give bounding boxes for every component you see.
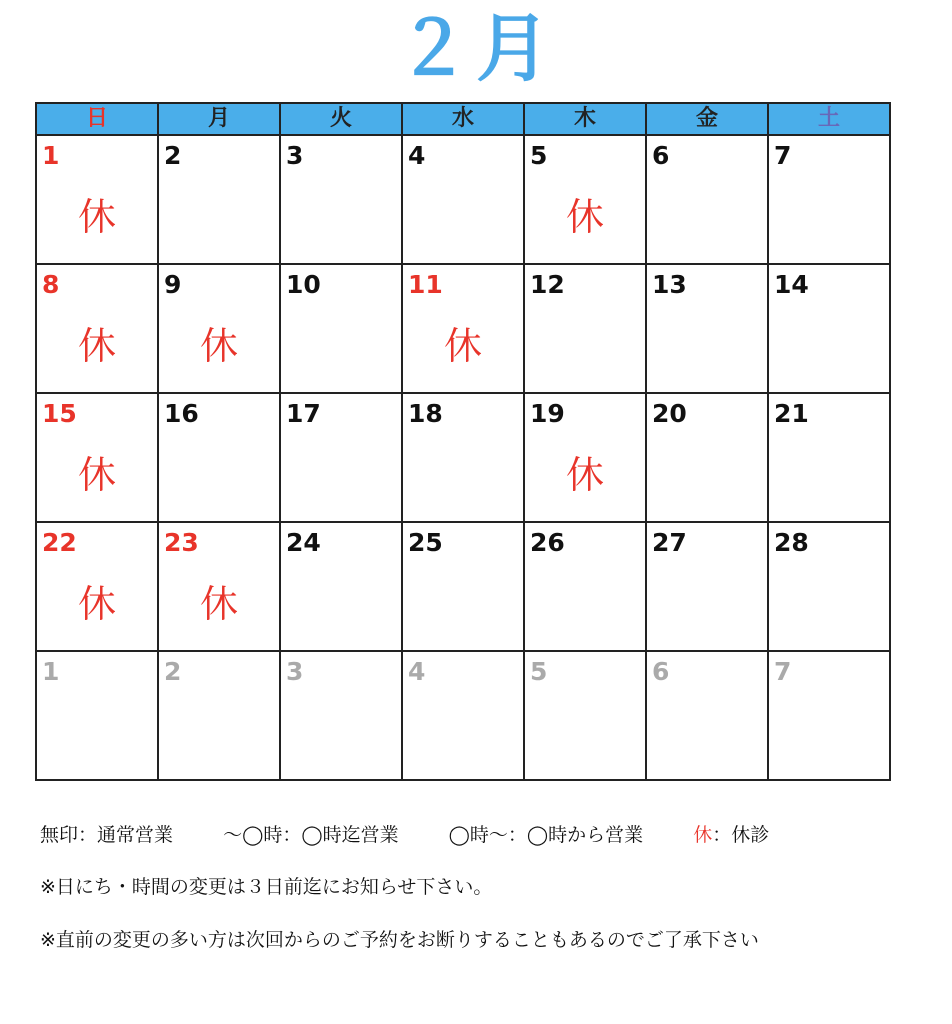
calendar-day-cell [646, 651, 768, 780]
calendar-day-cell [280, 651, 402, 780]
day-number: 21 [774, 399, 809, 428]
day-number: 1 [42, 141, 60, 170]
calendar-day-cell [158, 651, 280, 780]
calendar-grid [35, 102, 891, 781]
calendar-day-cell [524, 135, 646, 264]
weekday-tuesday: 火 [280, 103, 402, 135]
calendar-week-row [36, 393, 890, 522]
day-number: 3 [286, 141, 304, 170]
calendar-day-cell [768, 393, 890, 522]
legend-until: ～◯時：◯時迄営業 [223, 824, 399, 846]
calendar-day-cell [158, 393, 280, 522]
calendar-day-cell [402, 651, 524, 780]
calendar-day-cell [36, 135, 158, 264]
calendar-day-cell [280, 522, 402, 651]
calendar-day-cell [402, 393, 524, 522]
legend-closed [693, 824, 769, 846]
day-number: 22 [42, 528, 77, 557]
calendar-day-cell [36, 264, 158, 393]
calendar-day-cell [36, 651, 158, 780]
closed-marker: 休 [565, 195, 604, 239]
day-number: 8 [42, 270, 60, 299]
calendar-week-row [36, 264, 890, 393]
calendar-day-cell [768, 522, 890, 651]
day-number: 6 [652, 141, 670, 170]
calendar-day-cell [36, 522, 158, 651]
weekday-friday: 金 [646, 103, 768, 135]
closed-marker: 休 [443, 324, 482, 368]
calendar-day-cell [158, 264, 280, 393]
day-number: 6 [652, 657, 670, 686]
calendar-day-cell [402, 135, 524, 264]
calendar-week-row [36, 651, 890, 780]
weekday-wednesday: 水 [402, 103, 524, 135]
day-number: 4 [408, 141, 426, 170]
note-cancellation-policy: ※直前の変更の多い方は次回からのご予約をお断りすることもあるのでご了承下さい [40, 929, 759, 951]
day-number: 28 [774, 528, 809, 557]
day-number: 19 [530, 399, 565, 428]
weekday-thursday: 木 [524, 103, 646, 135]
calendar-day-cell [768, 651, 890, 780]
day-number: 5 [530, 657, 548, 686]
calendar-week-row [36, 135, 890, 264]
closed-marker: 休 [77, 582, 116, 626]
day-number: 7 [774, 141, 792, 170]
month-title: ２月 [396, 6, 556, 92]
closed-marker: 休 [565, 453, 604, 497]
day-number: 2 [164, 657, 182, 686]
weekday-header-row [36, 103, 890, 135]
calendar-day-cell [524, 393, 646, 522]
calendar-day-cell [646, 393, 768, 522]
calendar-day-cell [280, 393, 402, 522]
closed-marker: 休 [199, 324, 238, 368]
calendar-day-cell [524, 522, 646, 651]
day-number: 18 [408, 399, 443, 428]
day-number: 14 [774, 270, 809, 299]
day-number: 7 [774, 657, 792, 686]
calendar-day-cell [280, 264, 402, 393]
day-number: 4 [408, 657, 426, 686]
legend-from: ◯時～：◯時から営業 [448, 824, 644, 846]
calendar-day-cell [646, 135, 768, 264]
day-number: 27 [652, 528, 687, 557]
day-number: 20 [652, 399, 687, 428]
calendar-day-cell [280, 135, 402, 264]
calendar-day-cell [768, 135, 890, 264]
day-number: 12 [530, 270, 565, 299]
calendar-day-cell [524, 651, 646, 780]
day-number: 25 [408, 528, 443, 557]
day-number: 9 [164, 270, 182, 299]
calendar-day-cell [402, 522, 524, 651]
calendar-week-row [36, 522, 890, 651]
legend-normal: 無印：通常営業 [40, 824, 174, 846]
calendar-day-cell [646, 264, 768, 393]
calendar-day-cell [402, 264, 524, 393]
note-change-notice: ※日にち・時間の変更は３日前迄にお知らせ下さい。 [40, 876, 493, 898]
day-number: 1 [42, 657, 60, 686]
calendar-day-cell [158, 522, 280, 651]
day-number: 26 [530, 528, 565, 557]
weekday-saturday: 土 [768, 103, 890, 135]
day-number: 5 [530, 141, 548, 170]
day-number: 17 [286, 399, 321, 428]
legend-closed-mark: 休 [693, 824, 713, 846]
closed-marker: 休 [199, 582, 238, 626]
legend [40, 820, 769, 850]
day-number: 10 [286, 270, 321, 299]
weekday-sunday: 日 [36, 103, 158, 135]
day-number: 15 [42, 399, 77, 428]
closed-marker: 休 [77, 324, 116, 368]
calendar-day-cell [646, 522, 768, 651]
weekday-monday: 月 [158, 103, 280, 135]
calendar-day-cell [524, 264, 646, 393]
day-number: 13 [652, 270, 687, 299]
calendar-day-cell [36, 393, 158, 522]
legend-closed-label: ：休診 [712, 824, 770, 846]
closed-marker: 休 [77, 453, 116, 497]
calendar-day-cell [158, 135, 280, 264]
day-number: 3 [286, 657, 304, 686]
day-number: 11 [408, 270, 443, 299]
calendar-day-cell [768, 264, 890, 393]
day-number: 24 [286, 528, 321, 557]
day-number: 16 [164, 399, 199, 428]
day-number: 23 [164, 528, 199, 557]
closed-marker: 休 [77, 195, 116, 239]
day-number: 2 [164, 141, 182, 170]
